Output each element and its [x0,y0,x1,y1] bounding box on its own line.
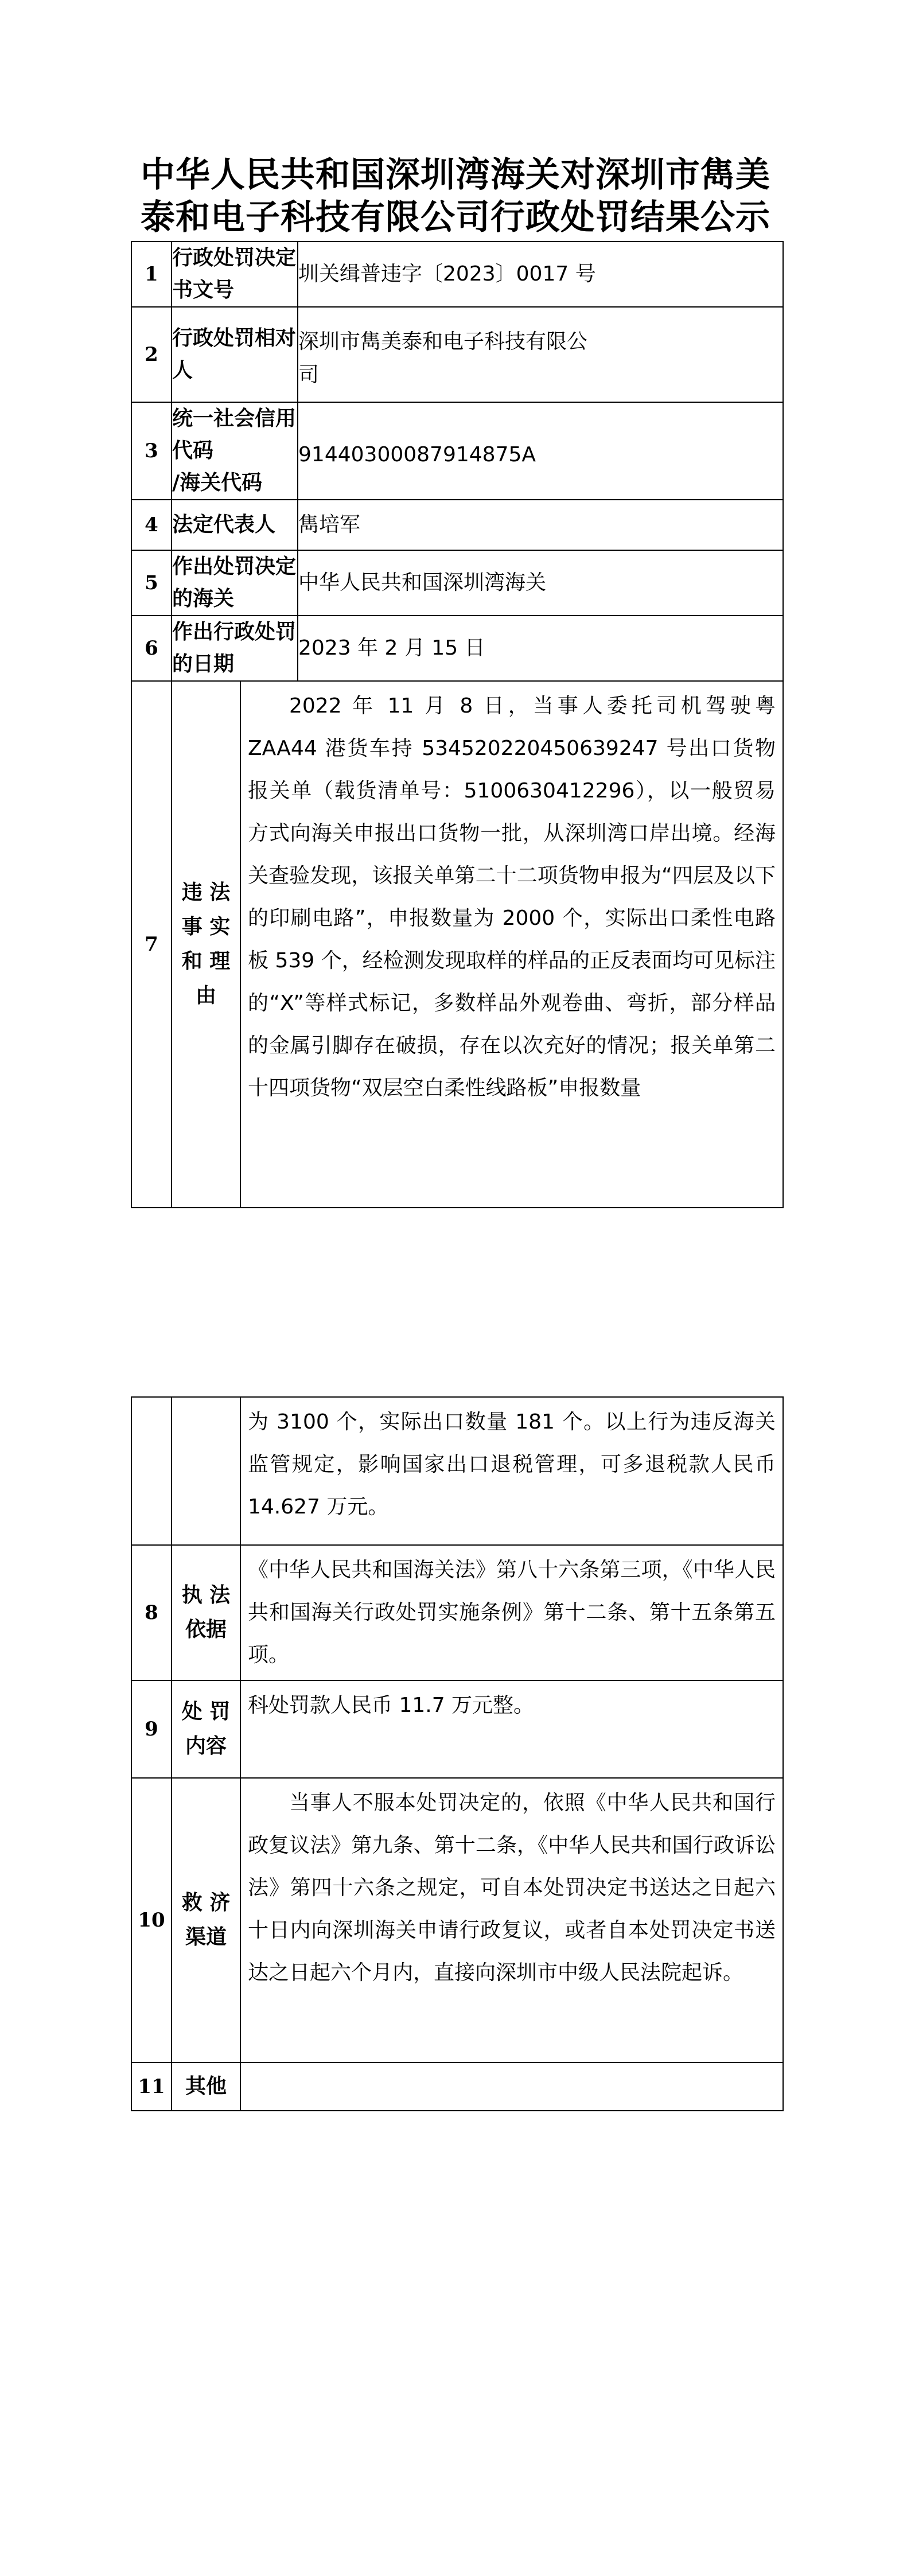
row-number: 10 [131,1778,172,2063]
table-row [131,2063,783,2111]
table-row [131,242,783,307]
label-line: 依据 [185,1618,227,1641]
row-label [172,1397,240,1545]
row-value: 雋培军 [298,500,783,550]
row-label [172,1545,240,1680]
row-number: 8 [131,1545,172,1680]
table-row [131,307,783,402]
row-label: 作出处罚决定的海关 [172,550,298,616]
row-value [240,1397,783,1545]
page-title-line2: 泰和电子科技有限公司行政处罚结果公示 [141,197,770,238]
table-row [131,402,783,500]
row-label [172,681,240,1208]
label-line: 内容 [185,1734,227,1758]
label-line: 违 法 [181,881,231,904]
violation-facts-text: 2022 年 11 月 8 日，当事人委托司机驾驶粤 ZAA44 港货车持 534520220450639247 号出口货物报关单（载货清单号：5100630412296），以一般贸易方式向海关申报出口货物一批，从深圳湾口岸出境。经海关查验发现，该报关单第二十二项货物申报为“四层及以下的印刷电路”，申报数量为 2000 个，实际出口柔性电路板 539 个，经检测发现取样的样品的正反表面均可见标注的“X”等样式标记，多数样品外观卷曲、弯折，部分样品的金属引脚存在破损，存在以次充好的情况；报关单第二十四项货物“双层空白柔性线路板”申报数量 [248,694,776,1100]
row-value [240,1778,783,2063]
penalty-table-part1 [131,241,784,1208]
table-row [131,1680,783,1778]
label-line: 事 实 [181,915,231,939]
row-label [172,1680,240,1778]
row-value [240,1545,783,1680]
penalty-table-part2 [131,1396,784,2111]
label-line: 渠道 [185,1925,227,1949]
row-value [240,681,783,1208]
row-value: 2023 年 2 月 15 日 [298,616,783,681]
row-label: 法定代表人 [172,500,298,550]
table-row [131,1545,783,1680]
row-number: 3 [131,402,172,500]
row-label [172,402,298,500]
value-line: 司 [298,363,320,387]
row-label: 其他 [172,2063,240,2111]
table-row [131,616,783,681]
row-value: 圳关缉普违字〔2023〕0017 号 [298,242,783,307]
label-line: 处 罚 [181,1700,231,1723]
row-label: 作出行政处罚的日期 [172,616,298,681]
table-row [131,1778,783,2063]
label-line: 统一社会信用代码 [172,407,297,462]
row-number [131,1397,172,1545]
row-value [240,2063,783,2111]
label-line: 由 [195,984,216,1007]
label-line: 执 法 [181,1583,231,1607]
row-number: 11 [131,2063,172,2111]
legal-basis-text: 《中华人民共和国海关法》第八十六条第三项，《中华人民共和国海关行政处罚实施条例》第十二条、第十五条第五项。 [248,1558,776,1667]
row-number: 5 [131,550,172,616]
row-number: 1 [131,242,172,307]
row-label: 行政处罚相对人 [172,307,298,402]
row-value [298,307,783,402]
row-number: 7 [131,681,172,1208]
table-row [131,681,783,1208]
row-label [172,1778,240,2063]
row-number: 4 [131,500,172,550]
row-label: 行政处罚决定书文号 [172,242,298,307]
penalty-content-text: 科处罚款人民币 11.7 万元整。 [248,1694,535,1717]
remedy-channel-text: 当事人不服本处罚决定的，依照《中华人民共和国行政复议法》第九条、第十二条，《中华人民共和国行政诉讼法》第四十六条之规定，可自本处罚决定书送达之日起六十日内向深圳海关申请行政复议，或者自本处罚决定书送达之日起六个月内，直接向深圳市中级人民法院起诉。 [248,1791,776,1984]
row-number: 2 [131,307,172,402]
label-line: 和 理 [181,950,231,973]
page-title-line1: 中华人民共和国深圳湾海关对深圳市雋美 [141,155,770,195]
table-row [131,550,783,616]
violation-facts-continued: 为 3100 个，实际出口数量 181 个。以上行为违反海关监管规定，影响国家出口退税管理，可多退税款人民币 14.627 万元。 [248,1410,776,1519]
row-value: 91440300087914875A [298,402,783,500]
row-number: 9 [131,1680,172,1778]
row-number: 6 [131,616,172,681]
table-row [131,500,783,550]
table-row [131,1397,783,1545]
label-line: 救 济 [181,1891,231,1915]
value-line: 深圳市雋美泰和电子科技有限公 [298,330,588,353]
row-value [240,1680,783,1778]
row-value: 中华人民共和国深圳湾海关 [298,550,783,616]
label-line: /海关代码 [172,471,263,495]
